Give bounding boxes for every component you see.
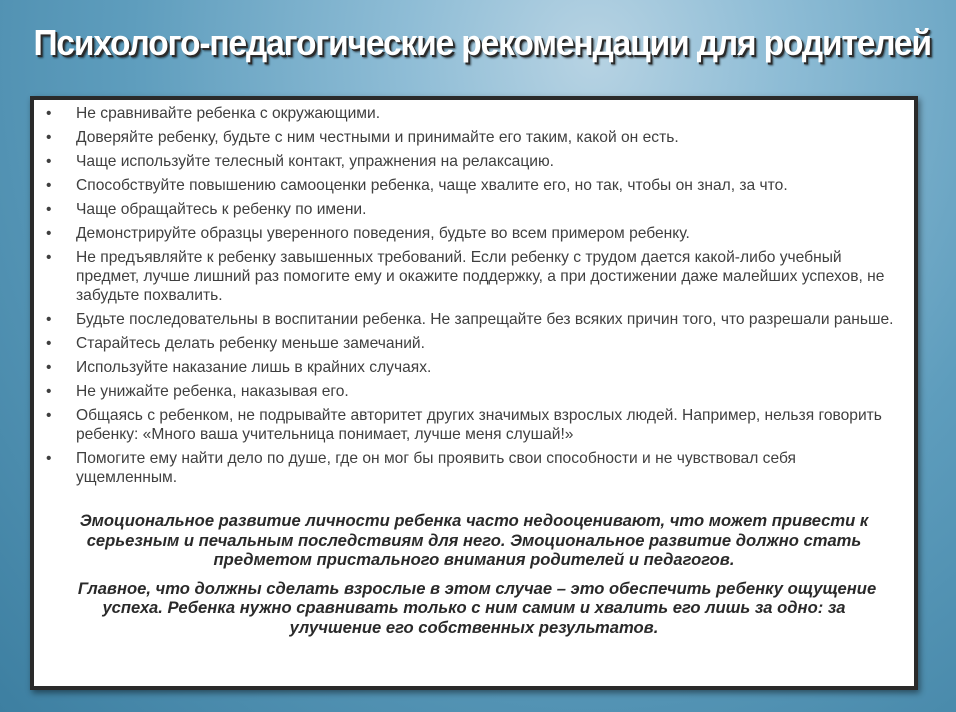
list-item-text: Не унижайте ребенка, наказывая его. bbox=[76, 383, 349, 400]
bullet-icon: • bbox=[46, 129, 52, 146]
bullet-icon: • bbox=[46, 335, 52, 352]
summary-paragraph-emotional-development: Эмоциональное развитие личности ребенка часто недооценивают, что может привести к серьезным и печальным последствиям для него. Эмоциональное развитие должно стать предметом пристального внимания родителей и педагогов. bbox=[79, 511, 869, 569]
list-item bbox=[40, 104, 900, 123]
list-item bbox=[40, 200, 900, 219]
bullet-icon: • bbox=[46, 225, 52, 242]
list-item-text: Старайтесь делать ребенку меньше замечаний. bbox=[76, 335, 425, 352]
list-item-text: Способствуйте повышению самооценки ребенка, чаще хвалите его, но так, чтобы он знал, за что. bbox=[76, 177, 788, 194]
list-item bbox=[40, 224, 900, 243]
summary-paragraph-main-task: Главное, что должны сделать взрослые в этом случае – это обеспечить ребенку ощущение успеха. Ребенка нужно сравнивать только с ним самим и хвалить его лишь за одно: за улучшение его собственных результатов. bbox=[77, 578, 877, 637]
list-item-text: Чаще обращайтесь к ребенку по имени. bbox=[76, 201, 367, 218]
list-item-text: Чаще используйте телесный контакт, упражнения на релаксацию. bbox=[76, 153, 554, 170]
recommendations-list bbox=[34, 100, 914, 487]
bullet-icon: • bbox=[46, 407, 52, 424]
list-item-text: Будьте последовательны в воспитании ребенка. Не запрещайте без всяких причин того, что разрешали раньше. bbox=[76, 311, 894, 328]
bullet-icon: • bbox=[46, 177, 52, 194]
list-item-text: Используйте наказание лишь в крайних случаях. bbox=[76, 359, 432, 376]
bullet-icon: • bbox=[46, 201, 52, 218]
content-box bbox=[30, 96, 918, 690]
list-item bbox=[40, 152, 900, 171]
list-item bbox=[40, 406, 900, 444]
list-item bbox=[40, 176, 900, 195]
bullet-icon: • bbox=[46, 311, 52, 328]
list-item-text: Не сравнивайте ребенка с окружающими. bbox=[76, 105, 381, 122]
list-item-text: Демонстрируйте образцы уверенного поведения, будьте во всем примером ребенку. bbox=[76, 225, 690, 242]
bullet-icon: • bbox=[46, 249, 52, 266]
list-item-text: Не предъявляйте к ребенку завышенных требований. Если ребенку с трудом дается какой-либо учебный предмет, лучше лишний раз помогите ему и окажите поддержку, а при достижении даже малейших успехов, не забудьте похвалить. bbox=[76, 249, 885, 304]
list-item bbox=[40, 358, 900, 377]
list-item-text: Помогите ему найти дело по душе, где он мог бы проявить свои способности и не чувствовал себя ущемленным. bbox=[76, 450, 796, 486]
bullet-icon: • bbox=[46, 383, 52, 400]
bullet-icon: • bbox=[46, 450, 52, 467]
list-item bbox=[40, 334, 900, 353]
list-item bbox=[40, 128, 900, 147]
bullet-icon: • bbox=[46, 359, 52, 376]
list-item bbox=[40, 449, 900, 487]
summary-block bbox=[34, 511, 914, 637]
list-item bbox=[40, 310, 900, 329]
list-item bbox=[40, 248, 900, 305]
bullet-icon: • bbox=[46, 153, 52, 170]
bullet-icon: • bbox=[46, 105, 52, 122]
list-item bbox=[40, 382, 900, 401]
page-title: Психолого-педагогические рекомендации для родителей bbox=[33, 22, 931, 63]
list-item-text: Общаясь с ребенком, не подрывайте авторитет других значимых взрослых людей. Например, нельзя говорить ребенку: «Много ваша учительница понимает, лучше меня слушай!» bbox=[76, 407, 882, 443]
list-item-text: Доверяйте ребенку, будьте с ним честными и принимайте его таким, какой он есть. bbox=[76, 129, 679, 146]
